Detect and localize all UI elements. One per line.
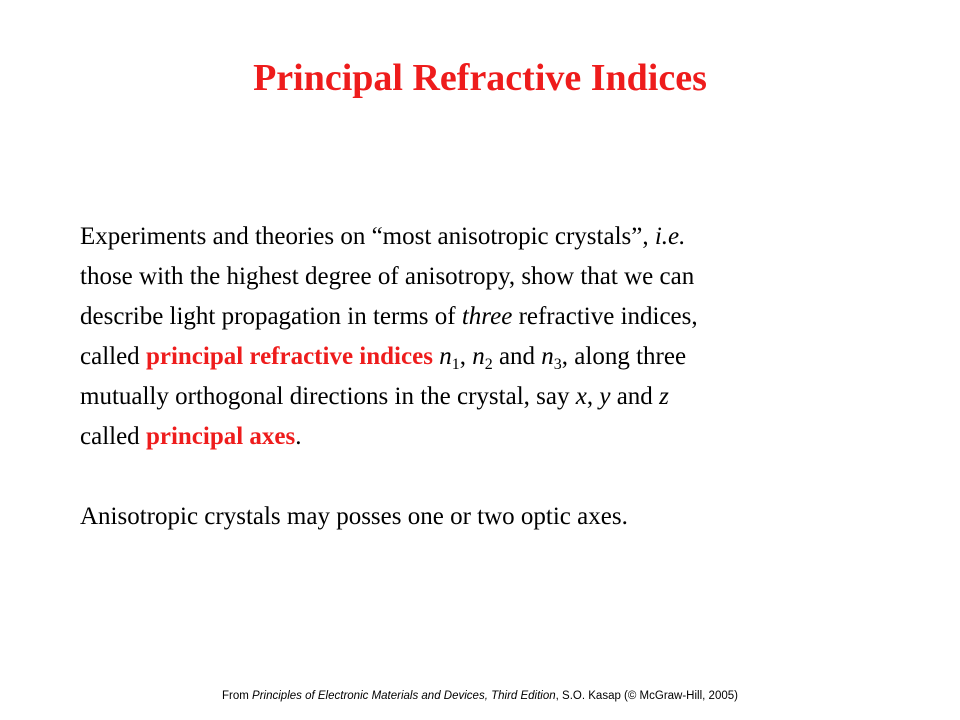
citation-author: , S.O. Kasap (© McGraw-Hill, 2005) xyxy=(555,690,738,702)
body-line-5 xyxy=(80,377,900,417)
x-axis-symbol: x xyxy=(575,383,587,410)
n1-symbol: n xyxy=(439,343,452,370)
body-line-3 xyxy=(80,297,900,337)
body-line-1 xyxy=(80,217,900,257)
three-emphasis: three xyxy=(461,303,513,330)
line3-text-b: refractive indices, xyxy=(512,303,698,330)
n3-subscript: 3 xyxy=(553,356,562,373)
paragraph-gap xyxy=(80,457,900,497)
line5-and: and xyxy=(610,383,660,410)
line1-text: Experiments and theories on “most anisotropic crystals”, xyxy=(80,223,655,250)
line4-called: called xyxy=(80,343,146,370)
line4-comma: , xyxy=(459,343,473,370)
line6-called: called xyxy=(80,423,146,450)
optic-axes-statement: Anisotropic crystals may posses one or two optic axes. xyxy=(80,503,628,530)
line4-rest: , along three xyxy=(561,343,687,370)
principal-axes-term: principal axes xyxy=(145,423,296,450)
body-line-2: those with the highest degree of anisotropy, show that we can xyxy=(80,263,695,290)
line6-period: . xyxy=(295,423,302,450)
body-line-4 xyxy=(80,337,900,377)
body-line-6 xyxy=(80,417,900,457)
source-citation xyxy=(0,690,960,702)
line5-text: mutually orthogonal directions in the crystal, say xyxy=(80,383,576,410)
n2-subscript: 2 xyxy=(484,356,493,373)
n1-subscript: 1 xyxy=(451,356,460,373)
ie-abbreviation: i.e. xyxy=(654,223,686,250)
principal-refractive-indices-term: principal refractive indices xyxy=(145,343,433,370)
citation-from: From xyxy=(222,690,253,702)
citation-book-title: Principles of Electronic Materials and Devices, Third Edition xyxy=(252,690,556,702)
z-axis-symbol: z xyxy=(659,383,669,410)
line5-comma: , xyxy=(586,383,600,410)
line4-and: and xyxy=(492,343,542,370)
y-axis-symbol: y xyxy=(599,383,611,410)
line3-text-a: describe light propagation in terms of xyxy=(80,303,462,330)
slide-title: Principal Refractive Indices xyxy=(253,57,707,99)
slide-body xyxy=(80,217,900,537)
n3-symbol: n xyxy=(541,343,554,370)
n2-symbol: n xyxy=(472,343,485,370)
